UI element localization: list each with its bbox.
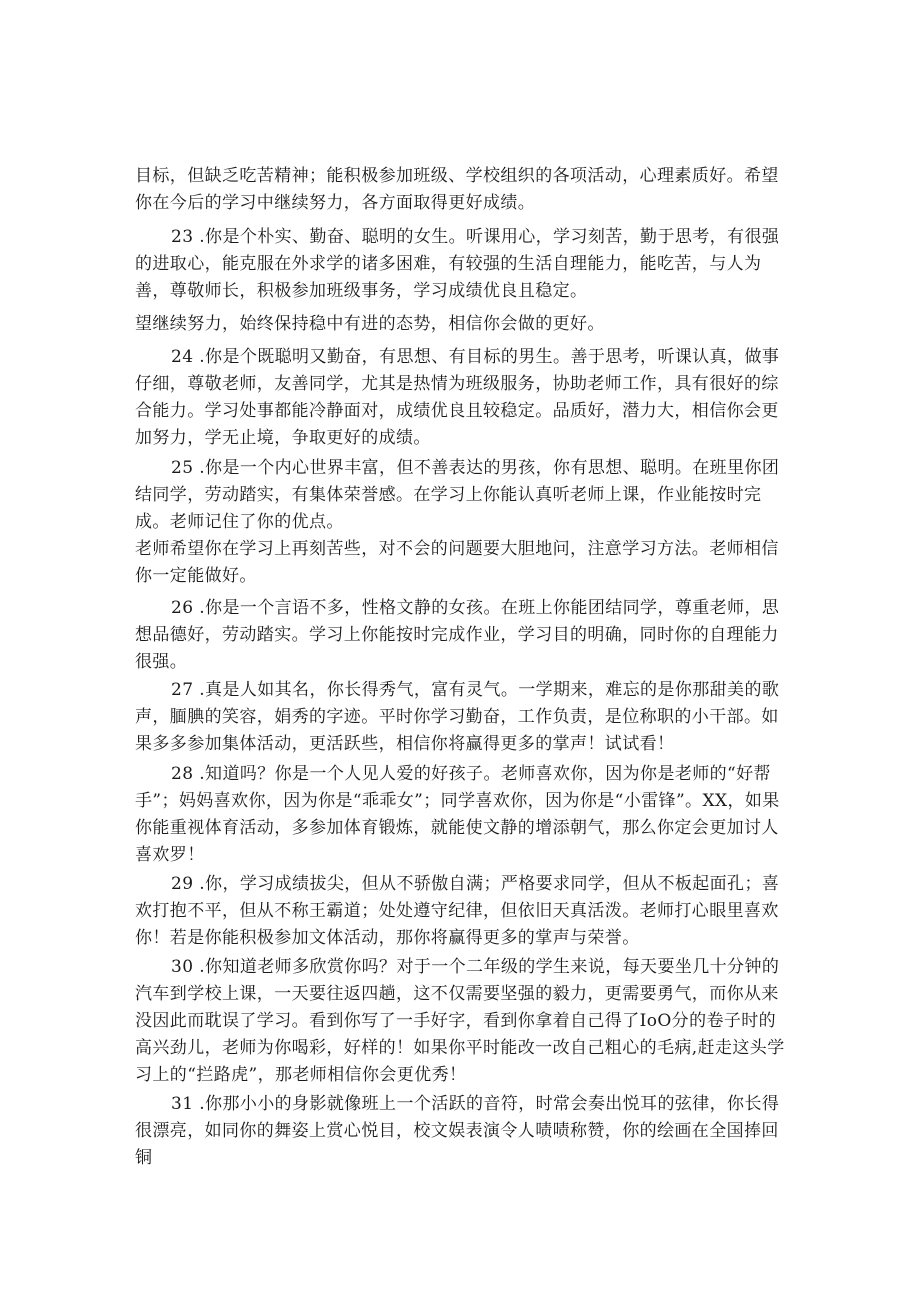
paragraph-comment-29: 29 .你，学习成绩拔尖，但从不骄傲自满；严格要求同学，但从不板起面孔；喜欢打抱不平，但从不称王霸道；处处遵守纪律，但依旧天真活泼。老师打心眼里喜欢你！若是你能积极参加文体活动，那你将赢得更多的掌声与荣誉。 — [135, 874, 780, 948]
paragraph-comment-23: 23 .你是个朴实、勤奋、聪明的女生。听课用心，学习刻苦，勤于思考，有很强的进取心，能克服在外求学的诸多困难，有较强的生活自理能力，能吃苦，与人为善，尊敬师长，积极参加班级事务，学习成绩优良且稳定。 — [135, 227, 780, 301]
paragraph-comment-31: 31 .你那小小的身影就像班上一个活跃的音符，时常会奏出悦耳的弦律，你长得很漂亮，如同你的舞姿上赏心悦目，校文娱表演令人啧啧称赞，你的绘画在全国捧回铜 — [135, 1094, 780, 1168]
paragraph-comment-30: 30 .你知道老师多欣赏你吗？对于一个二年级的学生来说，每天要坐几十分钟的汽车到学校上课，一天要往返四趟，这不仅需要坚强的毅力，更需要勇气，而你从来没因此而耽误了学习。看到你写了一手好字，看到你拿着自己得了IoO分的卷子时的高兴劲儿，老师为你喝彩，好样的！如果你平时能改一改自己粗心的毛病,赶走这头学习上的“拦路虎”，那老师相信你会更优秀！ — [135, 957, 785, 1085]
paragraph-comment-23-cont: 望继续努力，始终保持稳中有进的态势，相信你会做的更好。 — [135, 314, 605, 334]
paragraph-comment-22-end: 目标，但缺乏吃苦精神；能积极参加班级、学校组织的各项活动，心理素质好。希望你在今后的学习中继续努力，各方面取得更好成绩。 — [135, 166, 779, 213]
paragraph-comment-28: 28 .知道吗？你是一个人见人爱的好孩子。老师喜欢你，因为你是老师的“好帮手”；妈妈喜欢你，因为你是“乖乖女”；同学喜欢你，因为你是“小雷锋”。XX，如果你能重视体育活动，多参加体育锻炼，就能使文静的增添朝气，那么你定会更加讨人喜欢罗！ — [135, 764, 780, 865]
paragraph-comment-25: 25 .你是一个内心世界丰富，但不善表达的男孩，你有思想、聪明。在班里你团结同学，劳动踏实，有集体荣誉感。在学习上你能认真听老师上课，作业能按时完成。老师记住了你的优点。 — [135, 458, 780, 532]
paragraph-comment-26: 26 .你是一个言语不多，性格文静的女孩。在班上你能团结同学，尊重老师，思想品德好，劳动踏实。学习上你能按时完成作业，学习目的明确，同时你的自理能力很强。 — [135, 598, 780, 672]
paragraph-comment-27: 27 .真是人如其名，你长得秀气，富有灵气。一学期来，难忘的是你那甜美的歌声，腼腆的笑容，娟秀的字迹。平时你学习勤奋，工作负责，是位称职的小干部。如果多多参加集体活动，更活跃些，相信你将赢得更多的掌声！试试看！ — [135, 680, 780, 754]
paragraph-comment-24: 24 .你是个既聪明又勤奋，有思想、有目标的男生。善于思考，听课认真，做事仔细，尊敬老师，友善同学，尤其是热情为班级服务，协助老师工作，具有很好的综合能力。学习处事都能冷静面对，成绩优良且较稳定。品质好，潜力大，相信你会更加努力，学无止境，争取更好的成绩。 — [135, 347, 780, 448]
paragraph-comment-25-cont: 老师希望你在学习上再刻苦些，对不会的问题要大胆地问，注意学习方法。老师相信你一定能做好。 — [135, 539, 779, 586]
